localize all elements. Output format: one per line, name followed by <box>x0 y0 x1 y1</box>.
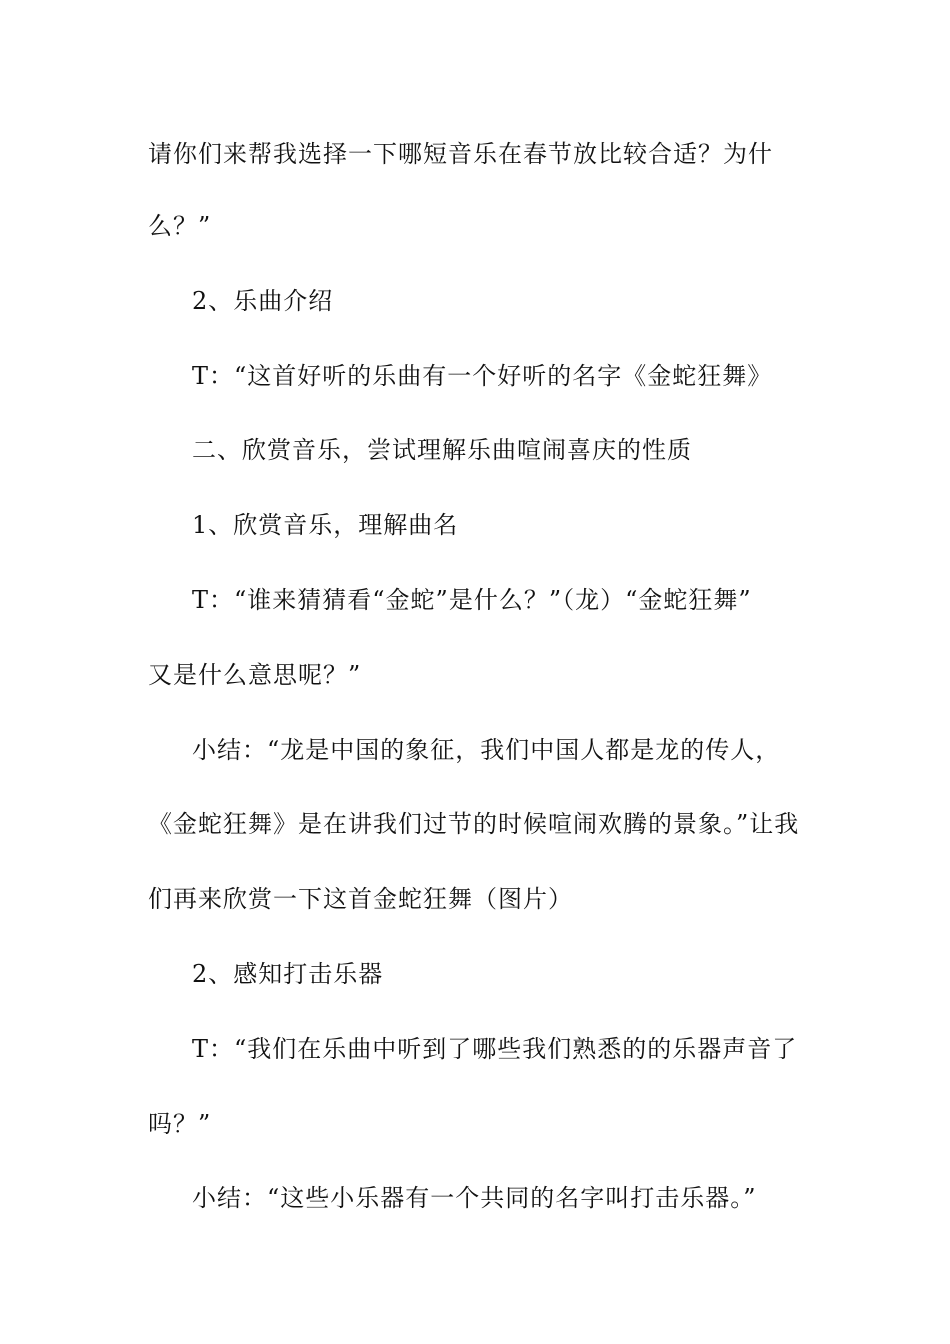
paragraph-line: 小结：“龙是中国的象征，我们中国人都是龙的传人， <box>192 736 781 764</box>
section-heading: 二、欣赏音乐，尝试理解乐曲喧闹喜庆的性质 <box>192 436 692 464</box>
paragraph-line: T：“我们在乐曲中听到了哪些我们熟悉的的乐器声音了 <box>192 1035 798 1063</box>
paragraph-line: T：“谁来猜猜看“金蛇”是什么？”（龙）“金蛇狂舞” <box>192 586 752 614</box>
section-heading: 2、感知打击乐器 <box>192 960 384 988</box>
paragraph-line: 们再来欣赏一下这首金蛇狂舞（图片） <box>148 885 573 913</box>
section-heading: 2、乐曲介绍 <box>192 287 334 315</box>
paragraph-line: 吗？” <box>148 1110 212 1138</box>
paragraph-line: T：“这首好听的乐曲有一个好听的名字《金蛇狂舞》 <box>192 362 773 390</box>
paragraph-line: 小结：“这些小乐器有一个共同的名字叫打击乐器。” <box>192 1184 757 1212</box>
section-heading: 1、欣赏音乐，理解曲名 <box>192 511 459 539</box>
paragraph-line: 又是什么意思呢？” <box>148 661 362 689</box>
paragraph-line: 《金蛇狂舞》是在讲我们过节的时候喧闹欢腾的景象。”让我 <box>148 810 800 838</box>
paragraph-line: 么？” <box>148 212 212 240</box>
paragraph-line: 请你们来帮我选择一下哪短音乐在春节放比较合适？为什 <box>148 140 773 168</box>
